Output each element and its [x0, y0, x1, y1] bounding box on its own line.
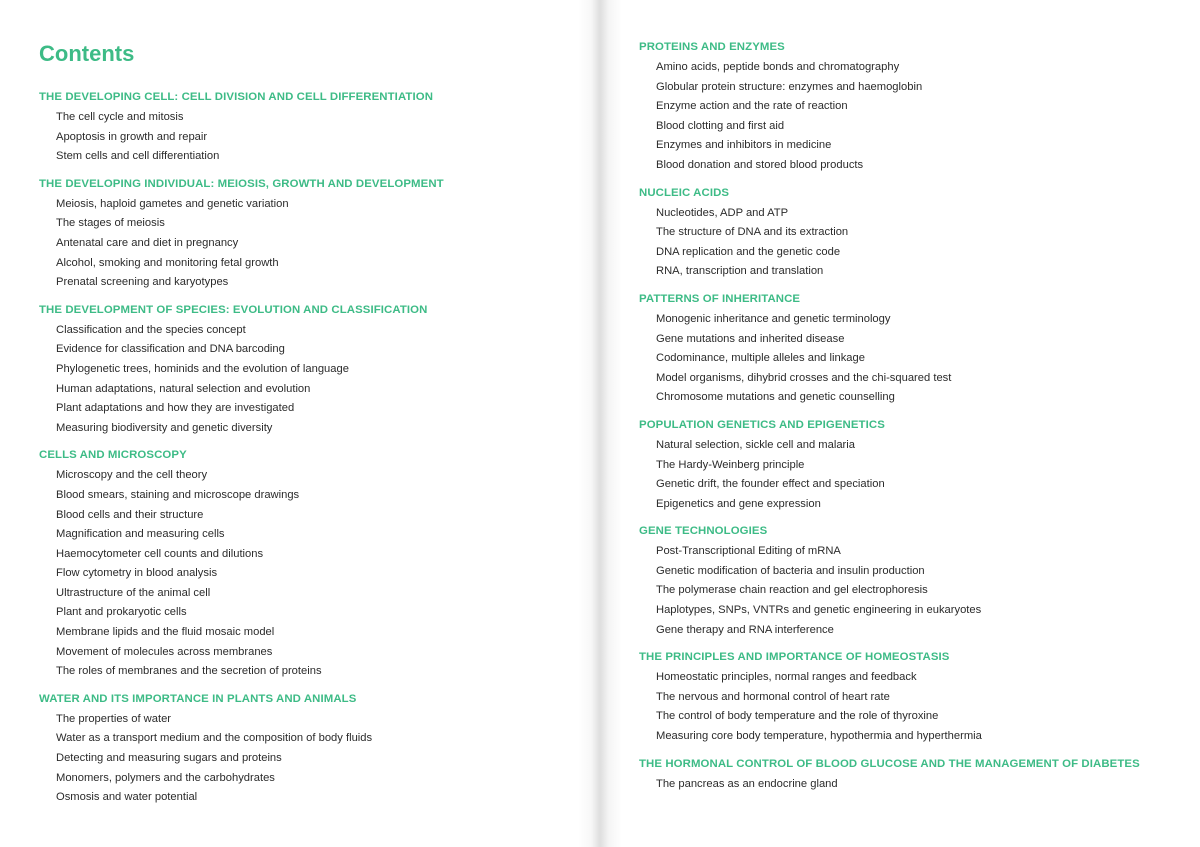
toc-section — [639, 522, 1179, 640]
topic-list — [39, 466, 579, 682]
topic-item: Gene mutations and inherited disease — [656, 332, 845, 345]
topic-list — [639, 310, 1179, 408]
toc-section — [39, 446, 579, 682]
section-heading: POPULATION GENETICS AND EPIGENETICS — [639, 418, 885, 431]
topic-list — [39, 710, 579, 808]
topic-item: Detecting and measuring sugars and proteins — [56, 752, 282, 765]
topic-item: Flow cytometry in blood analysis — [56, 567, 218, 580]
topic-item: Nucleotides, ADP and ATP — [656, 206, 789, 219]
topic-item: The properties of water — [56, 712, 172, 725]
page-gutter-shadow — [578, 0, 622, 847]
topic-list — [639, 204, 1179, 282]
topic-item: DNA replication and the genetic code — [656, 245, 841, 258]
topic-item: RNA, transcription and translation — [656, 265, 824, 278]
left-section-list — [39, 88, 579, 808]
topic-list — [639, 436, 1179, 514]
toc-section — [39, 88, 579, 167]
topic-item: Enzymes and inhibitors in medicine — [656, 139, 832, 152]
topic-item: The nervous and hormonal control of heart rate — [656, 690, 890, 703]
topic-item: Blood donation and stored blood products — [656, 158, 864, 171]
topic-item: Natural selection, sickle cell and malaria — [656, 438, 855, 451]
topic-item: Movement of molecules across membranes — [56, 645, 273, 658]
topic-item: Plant adaptations and how they are investigated — [56, 402, 295, 415]
contents-title: Contents — [39, 41, 135, 66]
topic-item: Genetic modification of bacteria and insulin production — [656, 564, 925, 577]
section-heading: THE DEVELOPING CELL: CELL DIVISION AND CELL DIFFERENTIATION — [39, 91, 434, 103]
section-heading: PROTEINS AND ENZYMES — [639, 41, 785, 53]
topic-item: Osmosis and water potential — [56, 791, 198, 804]
topic-item: The stages of meiosis — [56, 217, 165, 230]
topic-item: Evidence for classification and DNA barcoding — [56, 343, 285, 356]
topic-list — [639, 542, 1179, 640]
topic-item: Haplotypes, SNPs, VNTRs and genetic engineering in eukaryotes — [656, 604, 982, 617]
section-heading: NUCLEIC ACIDS — [639, 186, 730, 199]
section-heading: THE HORMONAL CONTROL OF BLOOD GLUCOSE AND THE MANAGEMENT OF DIABETES — [639, 757, 1140, 770]
left-page — [39, 40, 579, 816]
toc-section — [39, 301, 579, 439]
section-heading: GENE TECHNOLOGIES — [639, 525, 768, 538]
topic-item: Membrane lipids and the fluid mosaic model — [56, 626, 275, 639]
topic-list — [39, 108, 579, 167]
topic-item: Phylogenetic trees, hominids and the evolution of language — [56, 362, 349, 375]
topic-item: Microscopy and the cell theory — [56, 469, 208, 482]
topic-item: Codominance, multiple alleles and linkage — [656, 352, 865, 365]
toc-section — [639, 38, 1179, 176]
topic-item: Monogenic inheritance and genetic terminology — [656, 312, 891, 325]
topic-list — [639, 668, 1179, 746]
topic-item: Human adaptations, natural selection and evolution — [56, 382, 311, 395]
topic-item: Blood smears, staining and microscope drawings — [56, 488, 300, 501]
section-heading: CELLS AND MICROSCOPY — [39, 449, 187, 462]
topic-item: The pancreas as an endocrine gland — [656, 777, 838, 790]
topic-item: Water as a transport medium and the composition of body fluids — [56, 732, 373, 745]
topic-item: Blood clotting and first aid — [656, 119, 785, 132]
topic-item: Homeostatic principles, normal ranges and feedback — [656, 671, 917, 684]
right-page — [639, 38, 1179, 802]
topic-item: Model organisms, dihybrid crosses and the chi-squared test — [656, 371, 952, 384]
toc-section — [39, 690, 579, 808]
topic-item: Ultrastructure of the animal cell — [56, 586, 211, 599]
section-heading: PATTERNS OF INHERITANCE — [639, 292, 801, 305]
topic-item: Apoptosis in growth and repair — [56, 130, 208, 143]
topic-item: Monomers, polymers and the carbohydrates — [56, 771, 275, 784]
topic-item: Meiosis, haploid gametes and genetic variation — [56, 197, 289, 210]
toc-section — [639, 290, 1179, 408]
topic-item: Amino acids, peptide bonds and chromatography — [656, 61, 900, 73]
topic-list — [39, 195, 579, 293]
toc-section — [639, 416, 1179, 514]
section-heading: THE PRINCIPLES AND IMPORTANCE OF HOMEOSTASIS — [639, 651, 950, 664]
topic-item: Enzyme action and the rate of reaction — [656, 100, 848, 113]
topic-item: Haemocytometer cell counts and dilutions — [56, 547, 264, 560]
topic-item: The roles of membranes and the secretion of proteins — [56, 665, 322, 678]
topic-list — [639, 775, 1179, 795]
topic-item: Post-Transcriptional Editing of mRNA — [656, 545, 841, 558]
section-heading: THE DEVELOPING INDIVIDUAL: MEIOSIS, GROWTH AND DEVELOPMENT — [39, 177, 444, 190]
section-heading: WATER AND ITS IMPORTANCE IN PLANTS AND ANIMALS — [39, 692, 357, 705]
topic-item: The cell cycle and mitosis — [56, 111, 184, 123]
topic-item: Blood cells and their structure — [56, 508, 204, 521]
topic-item: Genetic drift, the founder effect and speciation — [656, 478, 885, 491]
toc-section — [639, 184, 1179, 282]
topic-item: Globular protein structure: enzymes and haemoglobin — [656, 80, 923, 93]
topic-item: The Hardy-Weinberg principle — [656, 458, 805, 471]
topic-item: Magnification and measuring cells — [56, 528, 225, 541]
topic-list — [39, 321, 579, 439]
topic-item: Measuring biodiversity and genetic diversity — [56, 421, 273, 434]
topic-item: Plant and prokaryotic cells — [56, 606, 187, 619]
topic-item: Classification and the species concept — [56, 323, 246, 336]
topic-item: The polymerase chain reaction and gel electrophoresis — [656, 584, 928, 597]
topic-item: The structure of DNA and its extraction — [656, 226, 849, 239]
right-section-list — [639, 38, 1179, 794]
topic-item: Antenatal care and diet in pregnancy — [56, 236, 239, 249]
topic-item: Prenatal screening and karyotypes — [56, 276, 229, 289]
topic-item: Stem cells and cell differentiation — [56, 150, 220, 163]
topic-item: Alcohol, smoking and monitoring fetal growth — [56, 256, 279, 269]
toc-section — [639, 648, 1179, 746]
toc-section — [39, 175, 579, 293]
topic-item: Measuring core body temperature, hypothermia and hyperthermia — [656, 730, 982, 743]
toc-section — [639, 755, 1179, 795]
topic-item: Chromosome mutations and genetic counselling — [656, 391, 895, 404]
topic-list — [639, 58, 1179, 176]
topic-item: The control of body temperature and the role of thyroxine — [656, 710, 939, 723]
topic-item: Epigenetics and gene expression — [656, 497, 821, 510]
topic-item: Gene therapy and RNA interference — [656, 623, 834, 636]
section-heading: THE DEVELOPMENT OF SPECIES: EVOLUTION AND CLASSIFICATION — [39, 303, 428, 316]
